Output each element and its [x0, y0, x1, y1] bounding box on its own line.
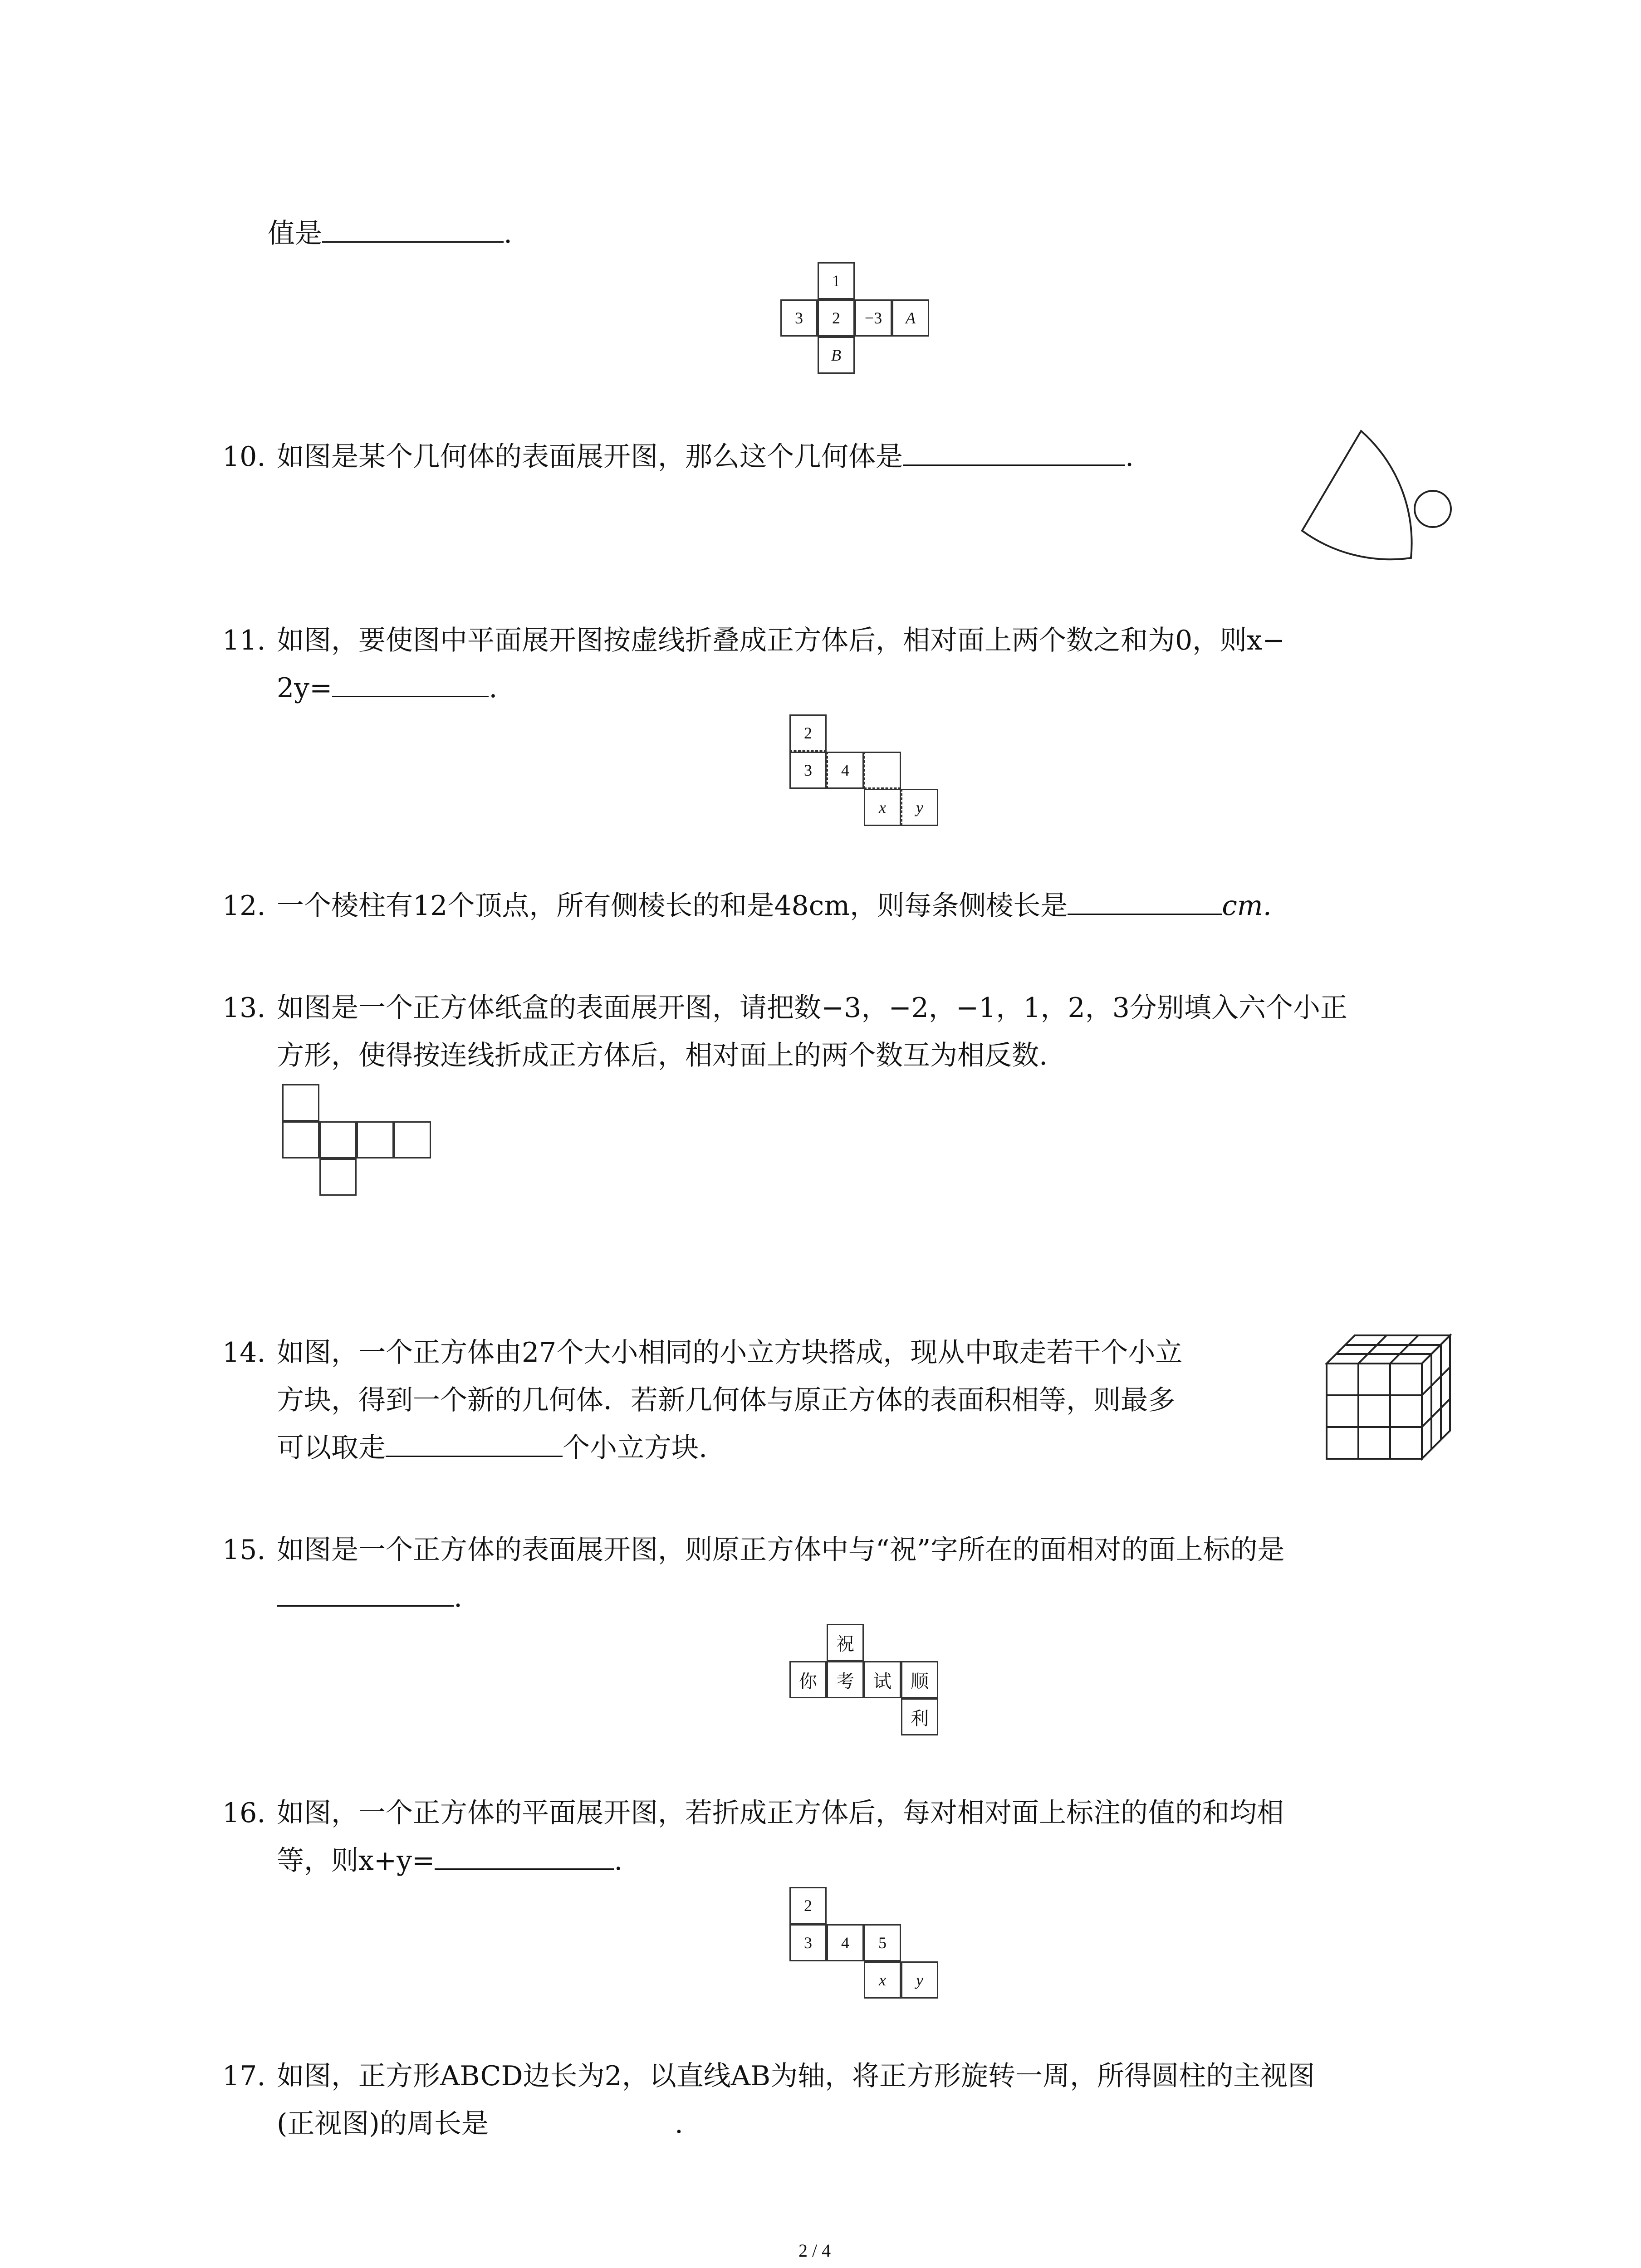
- net-cell: 3: [780, 299, 818, 337]
- net-cell[interactable]: [282, 1121, 319, 1158]
- q16-answer-blank[interactable]: [435, 1847, 614, 1870]
- net-cell[interactable]: [319, 1121, 357, 1158]
- net-cell: 1: [818, 262, 855, 299]
- q15-line2: .: [277, 1581, 462, 1615]
- base-circle: [1415, 491, 1451, 527]
- q12-line: 12. 一个棱柱有12个顶点，所有侧棱长的和是48cm，则每条侧棱长是 cm.: [222, 890, 1272, 922]
- q10-answer-blank[interactable]: [903, 443, 1125, 466]
- q17-answer-blank[interactable]: [489, 2111, 675, 2133]
- net-cell: 2: [789, 1887, 827, 1924]
- net-cell: 顺: [901, 1661, 938, 1698]
- net-cell: −3: [855, 299, 892, 337]
- net-cell: 试: [864, 1661, 901, 1698]
- q9-line: 值是 .: [268, 218, 513, 249]
- net-cell: 3: [789, 752, 827, 789]
- net-cell[interactable]: [357, 1121, 394, 1158]
- net-cell: 利: [901, 1698, 938, 1735]
- cone-net-figure: [1288, 426, 1461, 572]
- q14-line2: 方块，得到一个新的几何体．若新几何体与原正方体的表面积相等，则最多: [277, 1384, 1175, 1416]
- net-cell[interactable]: [282, 1084, 319, 1121]
- net-cell: 5: [864, 1924, 901, 1961]
- q11-answer-blank[interactable]: [332, 674, 489, 697]
- cube-27-figure: [1325, 1334, 1461, 1465]
- net-cell[interactable]: [319, 1158, 357, 1196]
- q13-line1: 13. 如图是一个正方体纸盒的表面展开图，请把数−3，−2，−1，1，2，3分别填入六个小正: [222, 992, 1347, 1024]
- net-cell: B: [818, 337, 855, 374]
- q15-line1: 15. 如图是一个正方体的表面展开图，则原正方体中与“祝”字所在的面相对的面上标的是: [222, 1534, 1285, 1566]
- q10-line: 10. 如图是某个几何体的表面展开图，那么这个几何体是 .: [222, 441, 1134, 473]
- net-cell: 考: [827, 1661, 864, 1698]
- net-cell: A: [892, 299, 929, 337]
- q17-line2: (正视图)的周长是 .: [277, 2108, 683, 2140]
- q14-line1: 14. 如图，一个正方体由27个大小相同的小立方块搭成，现从中取走若干个小立: [222, 1337, 1183, 1369]
- net-cell: 你: [789, 1661, 827, 1698]
- net-cell: 2: [789, 714, 827, 752]
- q15-answer-blank[interactable]: [277, 1584, 454, 1607]
- q12-answer-blank[interactable]: [1068, 892, 1222, 915]
- q14-line3: 可以取走 个小立方块.: [277, 1432, 708, 1464]
- net-cell: x: [864, 789, 901, 826]
- q14-answer-blank[interactable]: [386, 1434, 563, 1457]
- net-cell: 4: [827, 1924, 864, 1961]
- net-cell: 3: [789, 1924, 827, 1961]
- net-cell: 2: [818, 299, 855, 337]
- q16-line1: 16. 如图，一个正方体的平面展开图，若折成正方体后，每对相对面上标注的值的和均相: [222, 1797, 1284, 1829]
- page-number: 2 / 4: [798, 2240, 831, 2261]
- net-cell[interactable]: [394, 1121, 431, 1158]
- net-cell: [864, 752, 901, 789]
- net-cell: y: [901, 789, 938, 826]
- q9-answer-blank[interactable]: [322, 220, 504, 243]
- q13-line2: 方形，使得按连线折成正方体后，相对面上的两个数互为相反数.: [277, 1040, 1048, 1071]
- q17-line1: 17. 如图，正方形ABCD边长为2，以直线AB为轴，将正方形旋转一周，所得圆柱的主视图: [222, 2060, 1315, 2092]
- q11-line1: 11. 如图，要使图中平面展开图按虚线折叠成正方体后，相对面上两个数之和为0，则x−: [222, 625, 1285, 656]
- net-cell: y: [901, 1961, 938, 1999]
- net-cell: x: [864, 1961, 901, 1999]
- q16-line2: 等，则x+y= .: [277, 1845, 623, 1877]
- net-cell: 4: [827, 752, 864, 789]
- net-cell: 祝: [827, 1624, 864, 1661]
- q11-line2: 2y= .: [277, 672, 498, 704]
- cube-front-face: [1327, 1364, 1422, 1459]
- sector-shape: [1302, 431, 1412, 559]
